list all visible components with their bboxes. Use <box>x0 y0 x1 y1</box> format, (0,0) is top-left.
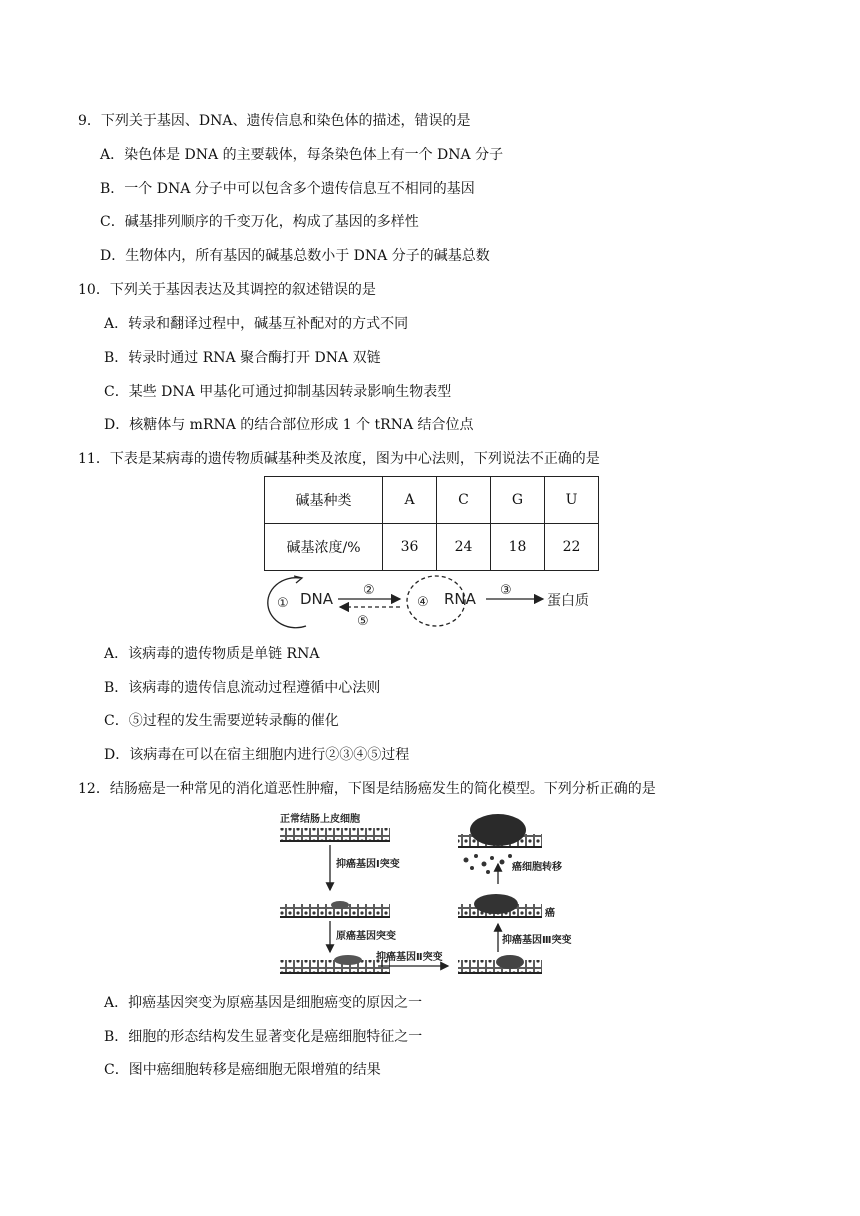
label-4: ④ <box>417 595 429 610</box>
central-dogma-diagram <box>260 572 630 632</box>
step3-label: 抑癌基因Ⅱ突变 <box>376 952 443 963</box>
q9-option-a: A．染色体是 DNA 的主要载体，每条染色体上有一个 DNA 分子 <box>100 147 504 163</box>
table-cell: U <box>545 477 599 524</box>
q11-option-a: A．该病毒的遗传物质是单链 RNA <box>104 646 320 662</box>
q9-option-d: D．生物体内，所有基因的碱基总数小于 DNA 分子的碱基总数 <box>100 248 490 264</box>
dna-label: DNA <box>300 590 334 608</box>
step4-label: 抑癌基因Ⅲ突变 <box>502 935 572 946</box>
q11-option-b: B．该病毒的遗传信息流动过程遵循中心法则 <box>104 680 381 696</box>
base-table <box>264 476 599 571</box>
metastatic-cells <box>464 854 513 874</box>
q12-option-b: B．细胞的形态结构发生显著变化是癌细胞特征之一 <box>104 1029 423 1045</box>
rna-label: RNA <box>444 590 476 608</box>
table-cell: A <box>383 477 437 524</box>
q9-stem: 9．下列关于基因、DNA、遗传信息和染色体的描述，错误的是 <box>78 113 471 129</box>
label-1: ① <box>277 596 289 611</box>
small-lesion <box>331 901 349 909</box>
q9-option-b: B．一个 DNA 分子中可以包含多个遗传信息互不相同的基因 <box>100 181 475 197</box>
table-header-cell: 碱基种类 <box>265 477 383 524</box>
normal-cells-label: 正常结肠上皮细胞 <box>280 814 360 825</box>
q10-option-b: B．转录时通过 RNA 聚合酶打开 DNA 双链 <box>104 350 381 366</box>
q12-stem: 12．结肠癌是一种常见的消化道恶性肿瘤，下图是结肠癌发生的简化模型。下列分析正确的是 <box>78 781 656 797</box>
protein-label: 蛋白质 <box>547 593 589 609</box>
label-5: ⑤ <box>357 614 369 629</box>
cancer-label: 癌 <box>545 908 555 919</box>
q11-option-d: D．该病毒在可以在宿主细胞内进行②③④⑤过程 <box>104 747 410 763</box>
q12-option-a: A．抑癌基因突变为原癌基因是细胞癌变的原因之一 <box>104 995 423 1011</box>
step2-label: 原癌基因突变 <box>336 931 396 942</box>
step1-label: 抑癌基因Ⅰ突变 <box>336 859 400 870</box>
table-row <box>265 477 599 524</box>
table-header-cell: 碱基浓度/% <box>265 524 383 571</box>
early-tumor <box>496 955 524 969</box>
invasive-tumor <box>470 814 526 846</box>
q10-stem: 10．下列关于基因表达及其调控的叙述错误的是 <box>78 282 376 298</box>
table-row <box>265 524 599 571</box>
adenoma <box>334 955 362 965</box>
carcinoma <box>474 894 518 914</box>
q11-stem: 11．下表是某病毒的遗传物质碱基种类及浓度，图为中心法则，下列说法不正确的是 <box>78 451 600 467</box>
normal-epithelium <box>280 828 390 840</box>
table-cell: 18 <box>491 524 545 571</box>
q10-option-d: D．核糖体与 mRNA 的结合部位形成 1 个 tRNA 结合位点 <box>104 417 474 433</box>
table-cell: G <box>491 477 545 524</box>
q10-option-c: C．某些 DNA 甲基化可通过抑制基因转录影响生物表型 <box>104 384 452 400</box>
q12-option-c: C．图中癌细胞转移是癌细胞无限增殖的结果 <box>104 1062 381 1078</box>
metastasis-label: 癌细胞转移 <box>512 862 562 873</box>
q9-option-c: C．碱基排列顺序的千变万化，构成了基因的多样性 <box>100 214 419 230</box>
colon-cancer-model-figure <box>270 812 600 978</box>
q11-option-c: C．⑤过程的发生需要逆转录酶的催化 <box>104 713 339 729</box>
table-cell: 24 <box>437 524 491 571</box>
table-cell: 22 <box>545 524 599 571</box>
q10-option-a: A．转录和翻译过程中，碱基互补配对的方式不同 <box>104 316 409 332</box>
table-cell: 36 <box>383 524 437 571</box>
label-3: ③ <box>500 583 512 598</box>
table-cell: C <box>437 477 491 524</box>
label-2: ② <box>363 583 375 598</box>
